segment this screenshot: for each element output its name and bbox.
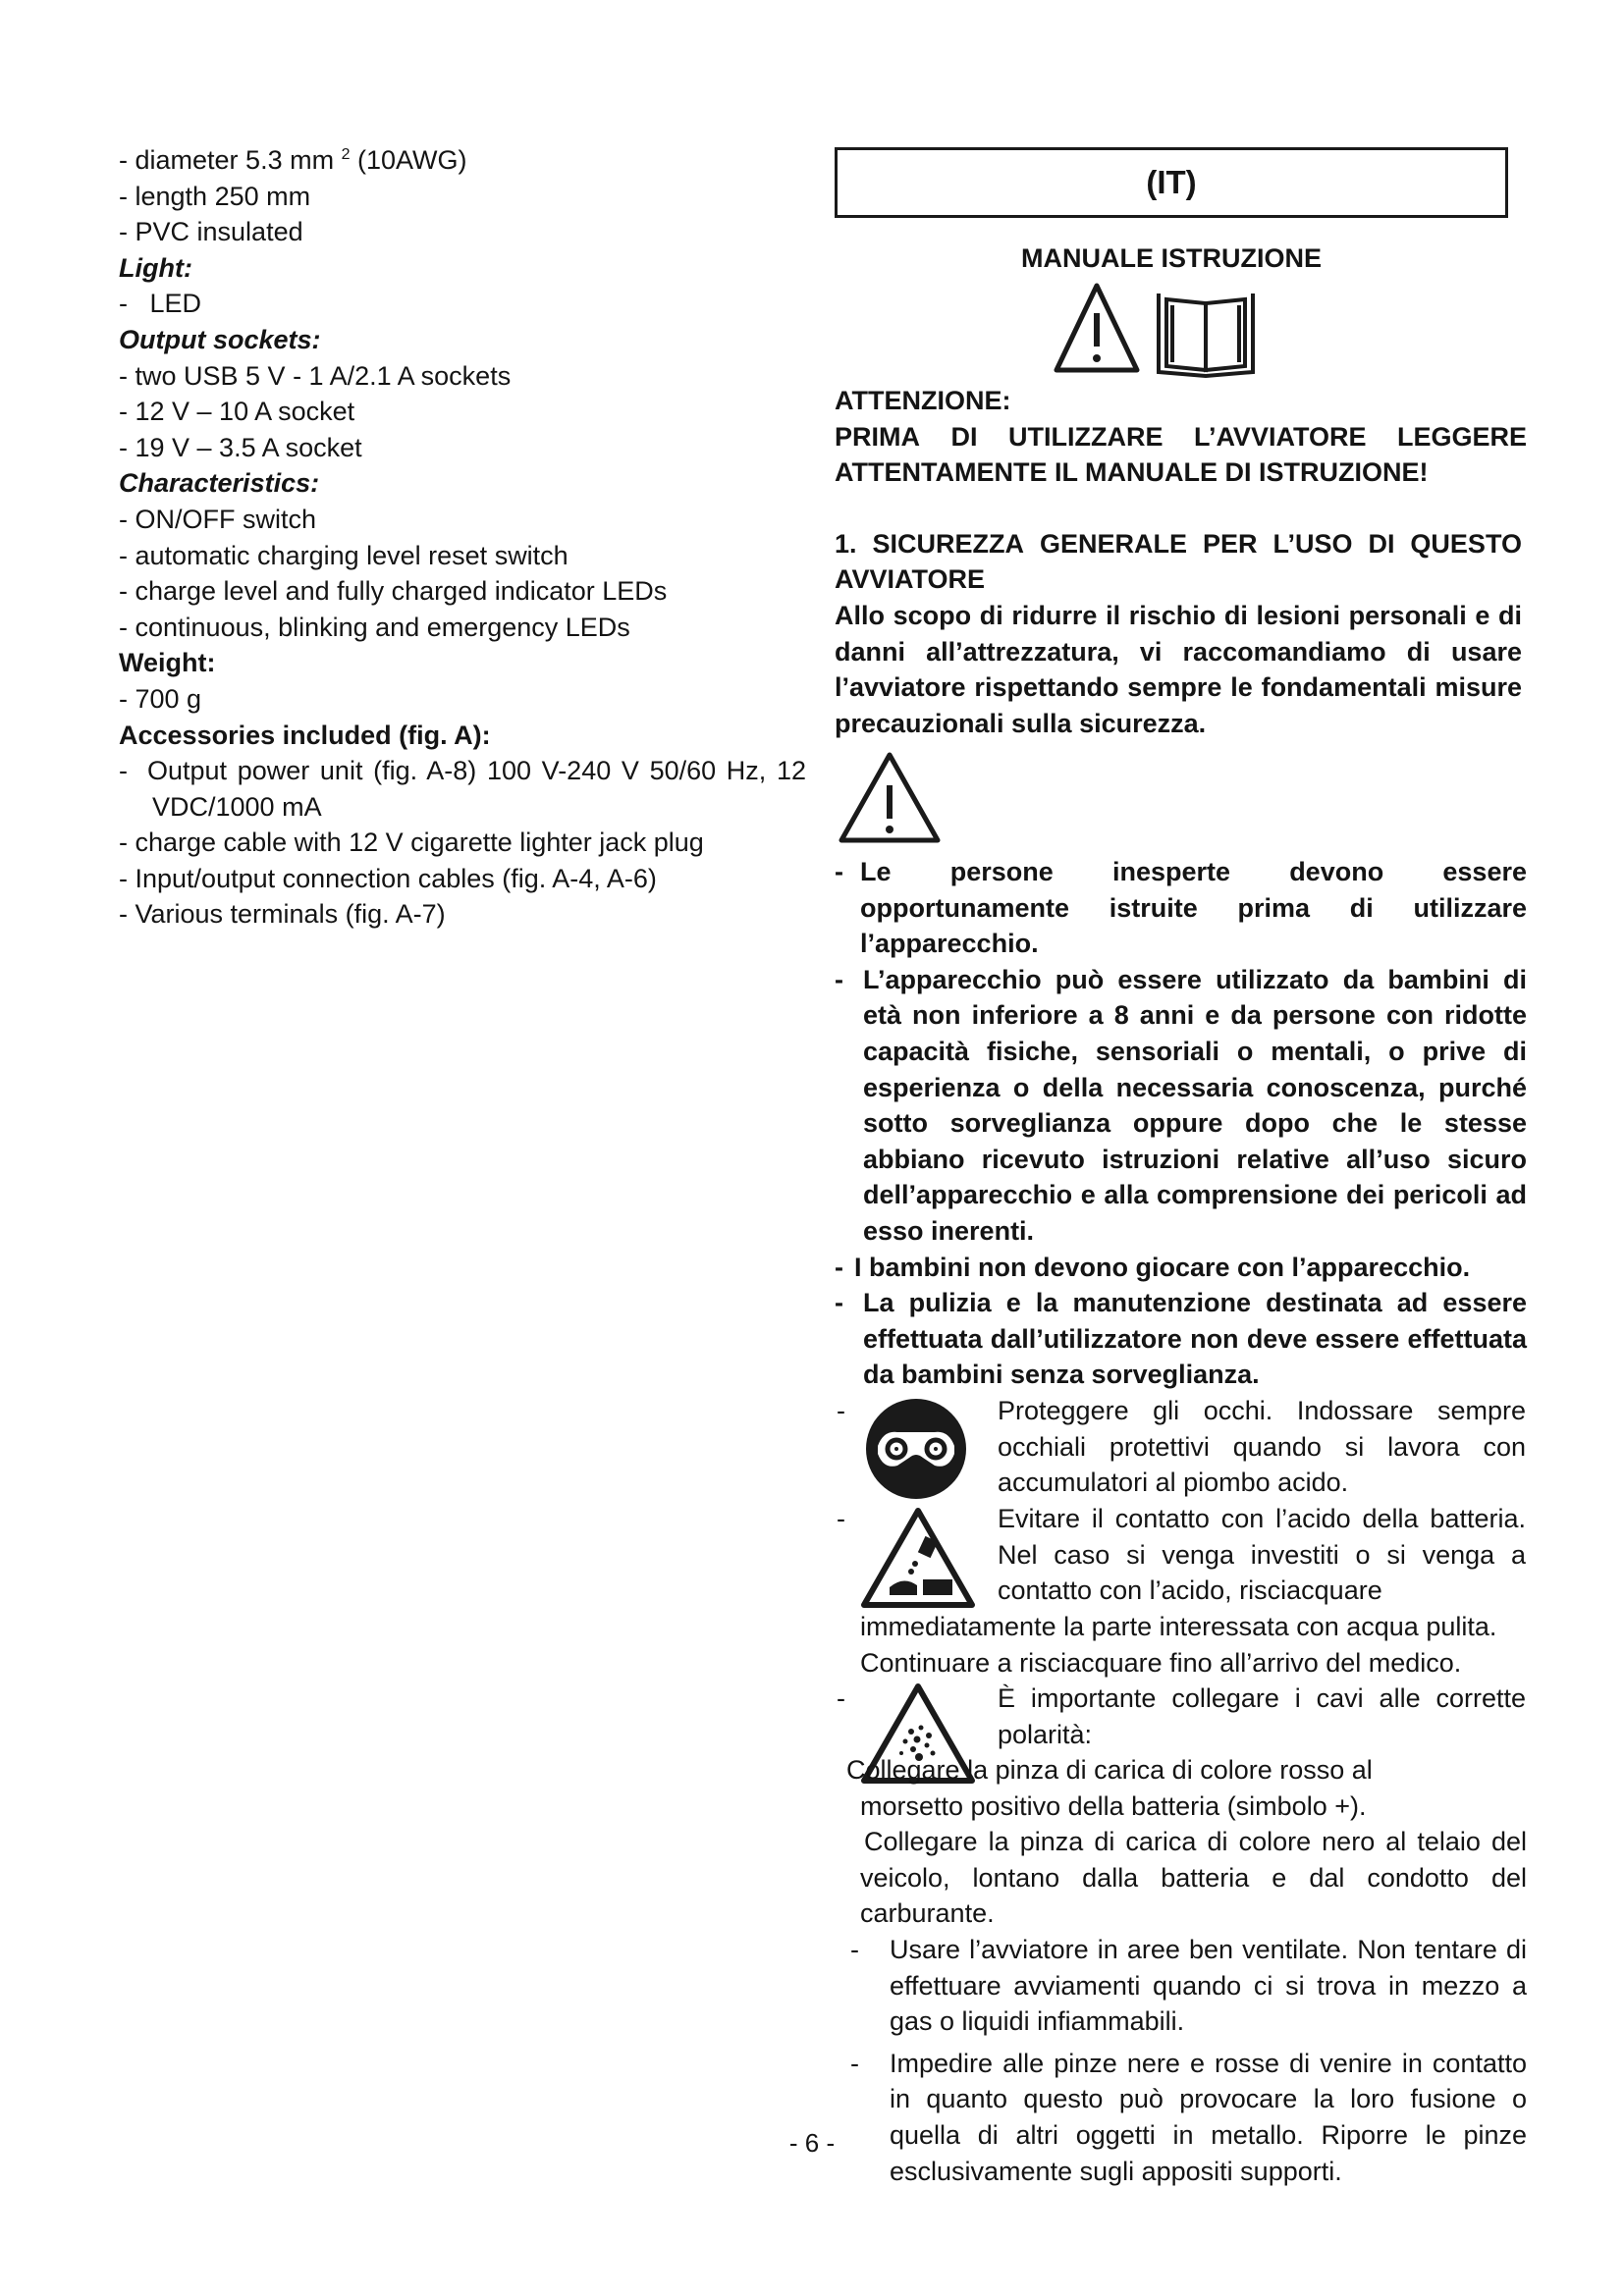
clamps-item: - Impedire alle pinze nere e rosse di venire in contatto in quanto questo può provocare la loro fusione o quella di altri oggetti in metallo. Riporre le pinze esclusivamente sugli appositi supporti.: [850, 2048, 1527, 2186]
attention-label: ATTENZIONE:: [835, 386, 1011, 415]
accessories-heading: Accessories included (fig. A):: [119, 720, 491, 750]
warning-triangle-icon: [837, 750, 943, 846]
spec-line: - continuous, blinking and emergency LEDs: [119, 612, 630, 642]
warning-manual-icons: [1051, 280, 1306, 378]
output-heading: Output sockets:: [119, 324, 321, 354]
right-column: [835, 383, 1530, 741]
warning-triangle-icon: [1056, 286, 1137, 370]
acid-warning-text-continued: immediatamente la parte interessata con acqua pulita. Continuare a risciacquare fino all’arrivo del medico.: [860, 1611, 1497, 1678]
manual-title: MANUALE ISTRUZIONE: [1021, 243, 1322, 273]
eye-protection-item: - Proteggere gli occhi. Indossare sempre occhiali protettivi quando si lavora con accumulatori al piombo acido.: [835, 1393, 1527, 1501]
polarity-black-text: Collegare la pinza di carica di colore nero al telaio del veicolo, lontano dalla batteria e dal condotto del carburante.: [860, 1827, 1527, 1929]
section-title: 1. SICUREZZA GENERALE PER L’USO DI QUESTO: [835, 528, 1522, 559]
spec-line: - charge level and fully charged indicator LEDs: [119, 576, 668, 607]
section-title: AVVIATORE: [835, 564, 986, 595]
safety-bullet: - La pulizia e la manutenzione destinata ad essere effettuata dall’utilizzatore non deve essere effettuata da bambini senza sorveglianza.: [835, 1288, 1527, 1390]
accessory-line: - Input/output connection cables (fig. A-4, A-6): [119, 863, 657, 893]
eye-protection-icon: [864, 1397, 968, 1501]
spec-line: - 12 V – 10 A socket: [119, 397, 355, 427]
eye-protection-text: Proteggere gli occhi. Indossare sempre occhiali protettivi quando si lavora con accumulatori al piombo acido.: [998, 1395, 1526, 1498]
spec-line: - length 250 mm: [119, 181, 311, 211]
spec-line: - automatic charging level reset switch: [119, 540, 568, 570]
polarity-text: È importante collegare i cavi alle corrette polarità:: [998, 1683, 1526, 1749]
manual-book-icon: [1159, 294, 1253, 376]
spec-line: - two USB 5 V - 1 A/2.1 A sockets: [119, 360, 512, 391]
polarity-red-line: Collegare la pinza di carica di colore rosso al: [846, 1755, 1373, 1786]
characteristics-heading: Characteristics:: [119, 468, 320, 499]
acid-warning-item: - Evitare il contatto con l’acido della batteria. Nel caso si venga investiti o si venga a contatto con l’acido, risciacquare: [835, 1501, 1527, 1609]
spec-line: - diameter 5.3 mm $^2$ (10AWG): [119, 145, 467, 175]
safety-bullet: - L’apparecchio può essere utilizzato da bambini di età non inferiore a 8 anni e da persone con ridotte capacità fisiche, sensoriali o mentali, o prive di esperienza o della necessaria conoscenza, purché sotto sorveglianza oppure dopo che le stesse abbiano ricevuto istruzioni relative all’uso sicuro dell’apparecchio e alla comprensione dei pericoli ad esso inerenti.: [835, 964, 1527, 1246]
attention-line: ATTENTAMENTE IL MANUALE DI ISTRUZIONE!: [835, 457, 1429, 488]
accessory-line: - Output power unit (fig. A-8) 100 V-240 V 50/60 Hz, 12: [119, 756, 806, 786]
polarity-red-line: morsetto positivo della batteria (simbolo +).: [860, 1790, 1367, 1821]
spec-line: - 19 V – 3.5 A socket: [119, 432, 362, 462]
spec-line: - 700 g: [119, 683, 202, 714]
safety-bullet: - I bambini non devono giocare con l’apparecchio.: [835, 1252, 1471, 1282]
safety-bullet: - Le persone inesperte devono essere opportunamente istruite prima di utilizzare l’apparecchio.: [835, 857, 1527, 959]
ventilation-item: - Usare l’avviatore in aree ben ventilate. Non tentare di effettuare avviamenti quando ci si trova in mezzo a gas o liquidi infiammabili.: [850, 1935, 1527, 2037]
accessory-line: - Various terminals (fig. A-7): [119, 899, 446, 930]
spec-line: - ON/OFF switch: [119, 504, 317, 534]
light-heading: Light:: [119, 252, 192, 283]
accessory-line: - charge cable with 12 V cigarette lighter jack plug: [119, 828, 704, 858]
spec-line: - PVC insulated: [119, 217, 303, 247]
weight-heading: Weight:: [119, 648, 216, 678]
safety-bullets: [835, 854, 1527, 2189]
left-column: [119, 137, 806, 933]
section-intro: Allo scopo di ridurre il rischio di lesioni personali e di danni all’attrezzatura, vi raccomandiamo di usare l’avviatore rispettando sempre le fondamentali misure precauzionali sulla sicurezza.: [835, 600, 1522, 738]
acid-warning-text: Evitare il contatto con l’acido della batteria. Nel caso si venga investiti o si venga a contatto con l’acido, risciacquare: [998, 1503, 1526, 1606]
spec-line: - LED: [119, 289, 202, 319]
language-box: (IT): [835, 147, 1508, 218]
polarity-item: - È importante collegare i cavi alle corrette polarità:: [835, 1681, 1527, 1752]
acid-warning-icon: [860, 1507, 976, 1609]
accessory-line: VDC/1000 mA: [152, 791, 322, 822]
page-number: - 6 -: [788, 2128, 836, 2158]
attention-line: PRIMA DI UTILIZZARE L’AVVIATORE LEGGERE: [835, 421, 1527, 452]
